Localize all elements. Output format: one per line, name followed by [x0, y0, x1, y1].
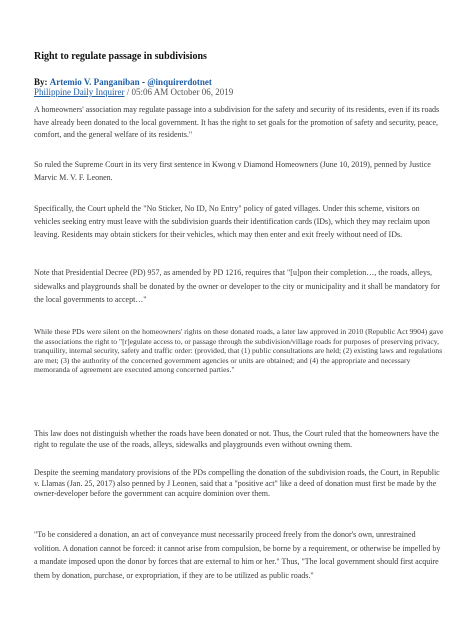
paragraph-distinction: This law does not distinguish whether the roads have been donated or not. Thus, the Court ruled that the homeowners have the right to regulate the use of the roads, alleys, sidewalks and playgrounds even without owning them.	[34, 429, 439, 449]
source-line	[34, 87, 233, 97]
article-title: Right to regulate passage in subdivisions	[34, 51, 207, 62]
paragraph-ruling: So ruled the Supreme Court in its very first sentence in Kwong v Diamond Homeowners (June 10, 2019), penned by Justice Marvic M. V. F. Leonen.	[34, 160, 431, 182]
author-handle-link[interactable]: @inquirerdotnet	[147, 77, 212, 87]
by-label: By:	[34, 77, 48, 87]
source-link[interactable]: Philippine Daily Inquirer	[34, 87, 125, 97]
paragraph-ra9904: While these PDs were silent on the homeowners' rights on these donated roads, a later law approved in 2010 (Republic Act 9904) gave the associations the right to "[r]egulate access to, or passage through the subdivision/village roads for purposes of preserving privacy, tranquility, internal security, safety and traffic order: (provided, that (1) public consultations are held; (2) existing laws and regulations are met; (3) the authority of the concerned government agencies or units are obtained; and (4) the appropriate and necessary memoranda of agreement are executed among concerned parties."	[34, 327, 444, 374]
paragraph-llamas: Despite the seeming mandatory provisions of the PDs compelling the donation of the subdivision roads, the Court, in Republic v. Llamas (Jan. 25, 2017) also penned by J Leonen, said that a "positive act" like a deed of donation must first be made by the owner-developer before the government can acquire dominion over them.	[34, 468, 440, 498]
dateline: / 05:06 AM October 06, 2019	[124, 87, 234, 97]
paragraph-intro: A homeowners' association may regulate passage into a subdivision for the safety and security of its residents, even if its roads have already been donated to the local government. It has the right to set goals for the promotion of safety and security, peace, comfort, and the general welfare of its residents."	[34, 105, 440, 140]
author-separator: -	[139, 77, 148, 87]
byline	[34, 77, 233, 97]
paragraph-donation-quote: "To be considered a donation, an act of conveyance must necessarily proceed freely from the donor's own, unrestrained volition. A donation cannot be forced: it cannot arise from compulsion, be borne by a requirement, or otherwise be impelled by a mandate imposed upon the donor by forces that are external to him or her." Thus, "The local government should first acquire them by donation, purchase, or expropriation, if they are to be utilized as public roads."	[34, 530, 441, 580]
author-line	[34, 77, 233, 87]
author-link[interactable]: Artemio V. Panganiban	[49, 77, 140, 87]
paragraph-policy: Specifically, the Court upheld the "No Sticker, No ID, No Entry" policy of gated villages. Under this scheme, visitors on vehicles seeking entry must leave with the subdivision guards their identification cards (IDs), which they may reclaim upon leaving. Residents may obtain stickers for their vehicles, which may then enter and exit freely without need of IDs.	[34, 204, 430, 239]
paragraph-pd957: Note that Presidential Decree (PD) 957, as amended by PD 1216, requires that "[u]pon their completion…, the roads, alleys, sidewalks and playgrounds shall be donated by the owner or developer to the city or municipality and it shall be mandatory for the local governments to accept…"	[34, 268, 440, 304]
